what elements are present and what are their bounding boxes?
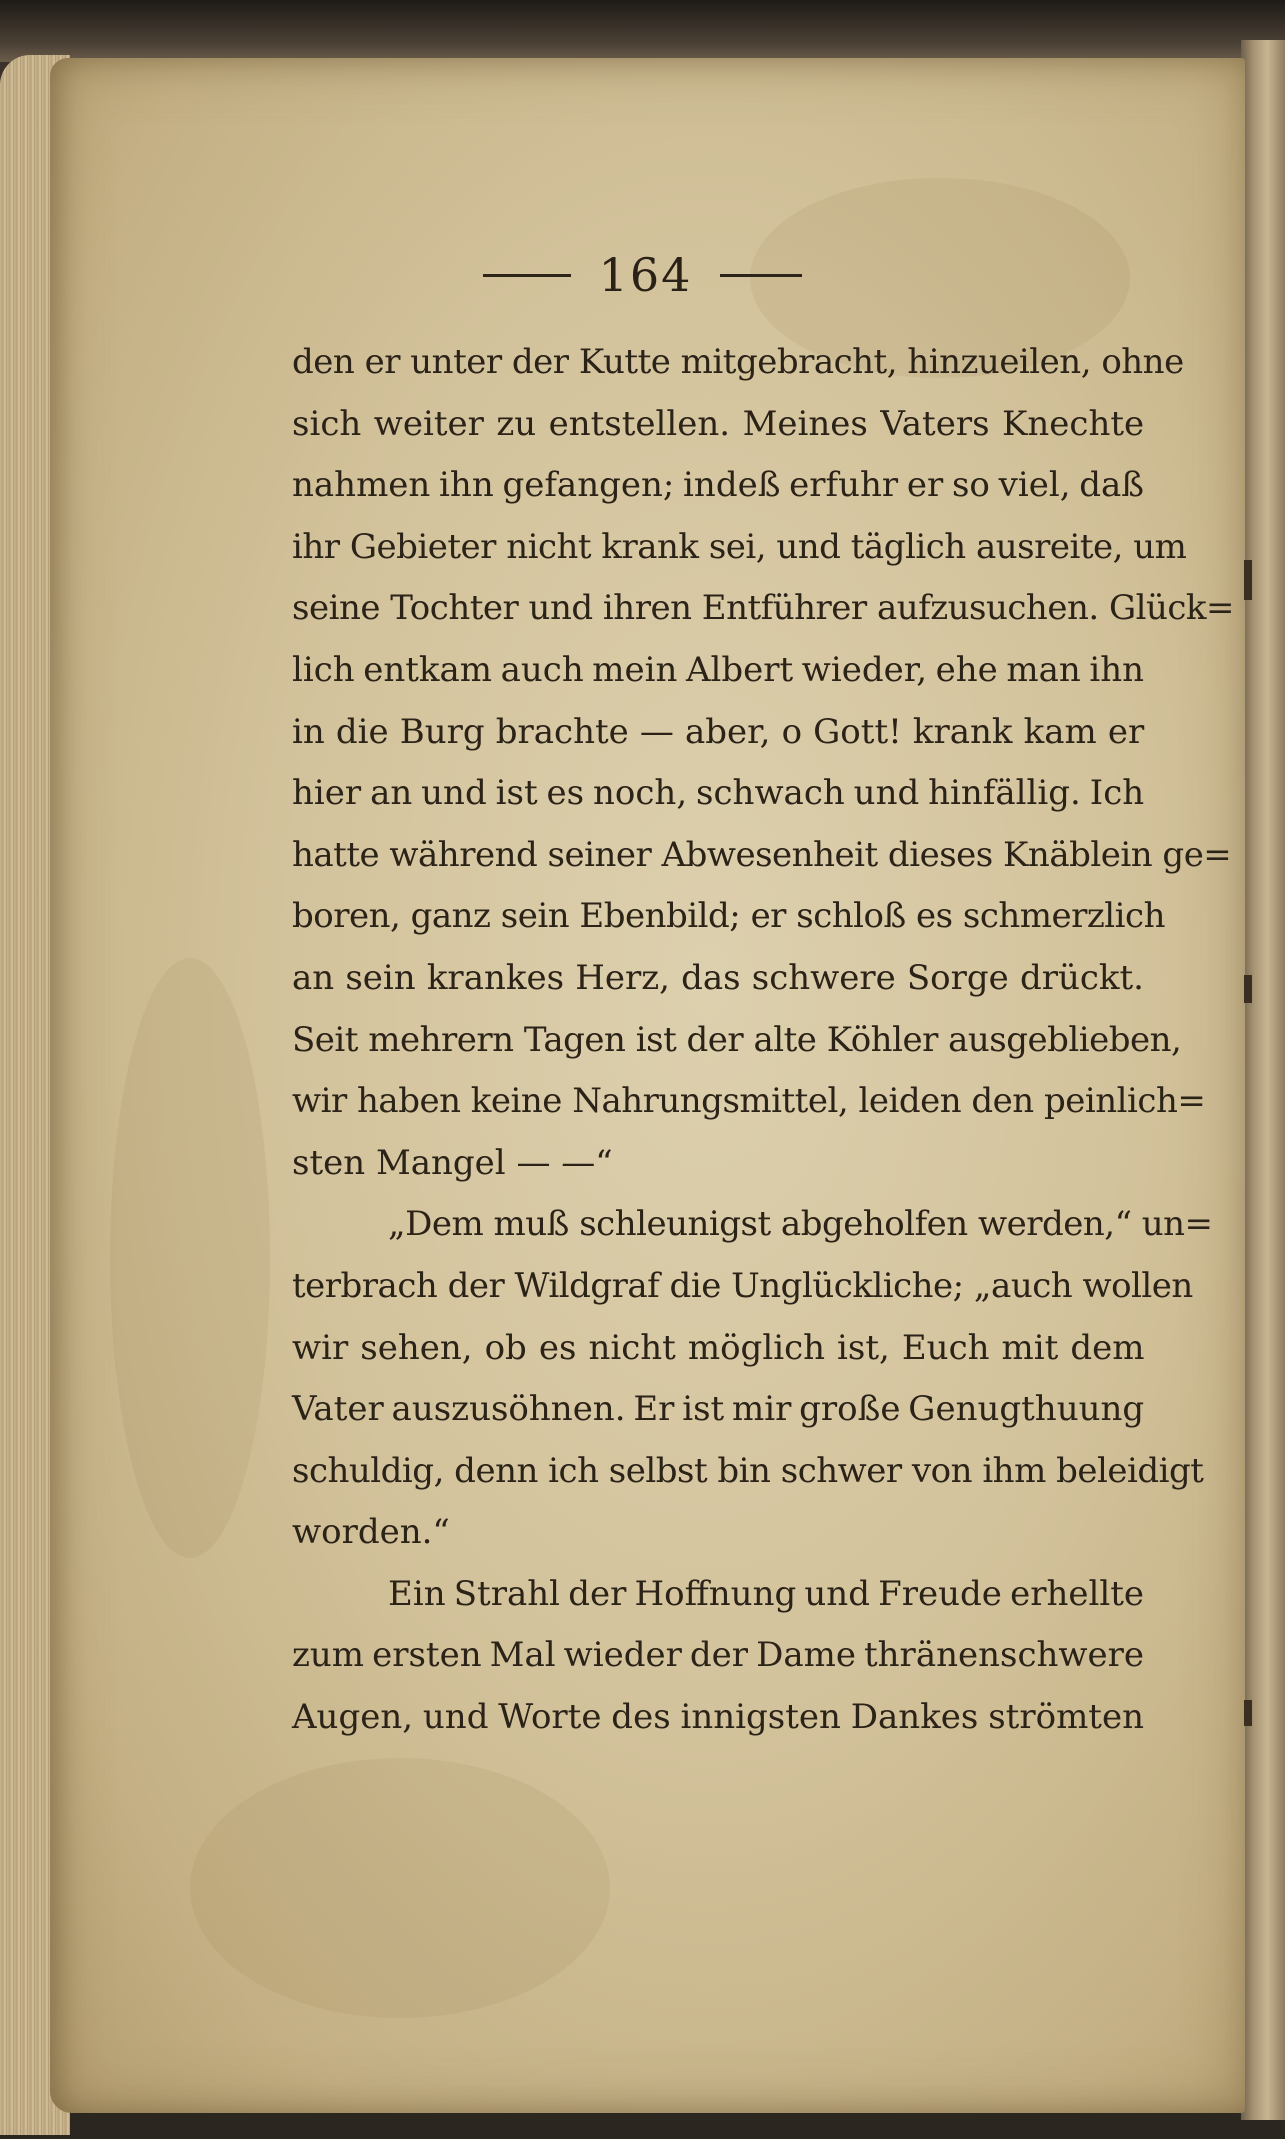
- text-line: in die Burg brachte — aber, o Gott! krank kam er: [292, 711, 1145, 752]
- text-line: ihr Gebieter nicht krank sei, und täglich ausreite, um: [292, 526, 1187, 567]
- text-line: Seit mehrern Tagen ist der alte Köhler ausgeblieben,: [292, 1019, 1182, 1060]
- text-line: an sein krankes Herz, das schwere Sorge drückt.: [292, 957, 1144, 998]
- paper-stain: [110, 958, 270, 1558]
- page-body-text: [292, 332, 1235, 1749]
- text-line: lich entkam auch mein Albert wieder, ehe man ihn: [292, 649, 1144, 690]
- page-number: 164: [598, 248, 693, 302]
- text-line: „Dem muß schleunigst abgeholfen werden,“ un=: [388, 1204, 1213, 1245]
- paper-stain: [190, 1758, 610, 2018]
- page-edge-mark: [1244, 975, 1252, 1003]
- text-line: seine Tochter und ihren Entführer aufzusuchen. Glück=: [292, 588, 1235, 629]
- page-header: [0, 248, 1285, 308]
- text-line: den er unter der Kutte mitgebracht, hinzueilen, ohne: [292, 342, 1184, 382]
- text-line: nahmen ihn gefangen; indeß erfuhr er so viel, daß: [292, 465, 1144, 506]
- text-line: hier an und ist es noch, schwach und hinfällig. Ich: [292, 773, 1145, 814]
- text-line: Vater auszusöhnen. Er ist mir große Genugthuung: [292, 1389, 1145, 1430]
- text-line: terbrach der Wildgraf die Unglückliche; „auch wollen: [292, 1265, 1193, 1306]
- text-line: schuldig, denn ich selbst bin schwer von ihm beleidigt: [292, 1450, 1204, 1491]
- text-line: sich weiter zu entstellen. Meines Vaters Knechte: [292, 403, 1145, 444]
- header-dash-left: [483, 274, 571, 277]
- text-line: Augen, und Worte des innigsten Dankes strömten: [292, 1697, 1144, 1738]
- text-line: sten Mangel — —“: [292, 1142, 613, 1183]
- text-line: boren, ganz sein Ebenbild; er schloß es schmerzlich: [292, 896, 1165, 937]
- text-line: Ein Strahl der Hoffnung und Freude erhellte: [388, 1573, 1144, 1614]
- right-page-edges: [1241, 40, 1285, 2120]
- text-line: wir sehen, ob es nicht möglich ist, Euch mit dem: [292, 1327, 1145, 1368]
- page-edge-mark: [1244, 560, 1252, 600]
- page-edge-mark: [1244, 1700, 1252, 1726]
- text-line: worden.“: [292, 1512, 450, 1553]
- book-cover-edge: [0, 0, 1285, 62]
- header-dash-right: [720, 274, 802, 277]
- text-line: zum ersten Mal wieder der Dame thränenschwere: [292, 1635, 1144, 1676]
- text-line: hatte während seiner Abwesenheit dieses Knäblein ge=: [292, 834, 1232, 875]
- text-line: wir haben keine Nahrungsmittel, leiden den peinlich=: [292, 1081, 1206, 1122]
